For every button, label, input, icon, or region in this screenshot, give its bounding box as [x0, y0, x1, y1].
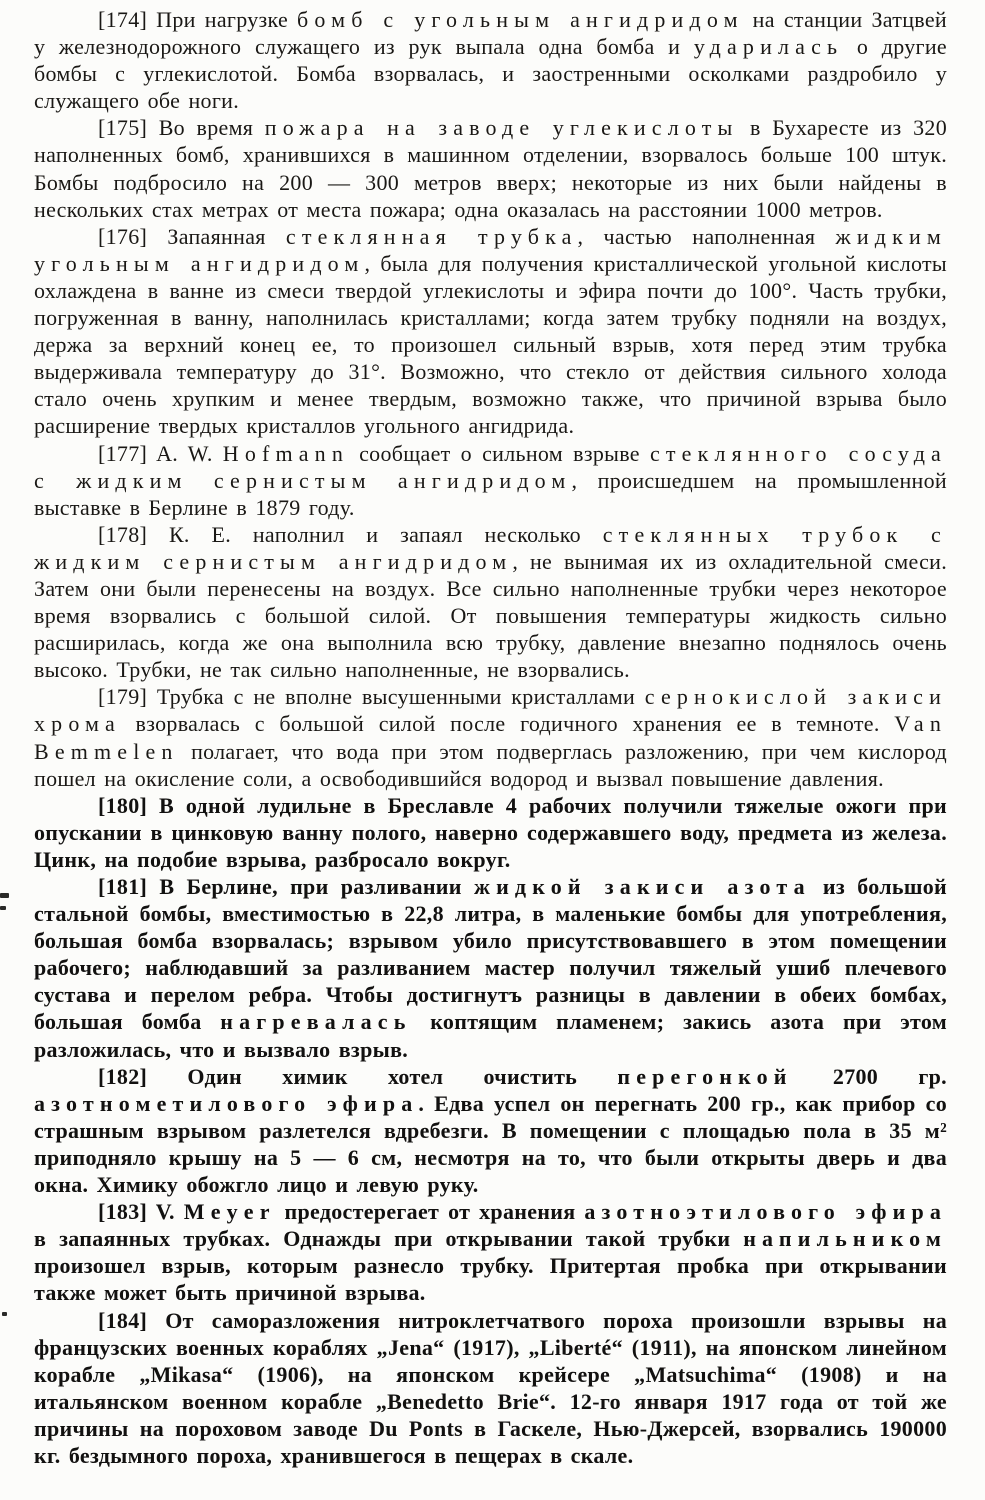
emphasized-text-run: стеклянная трубка — [285, 223, 578, 249]
emphasized-text-run: стеклянного сосуда с жидким сернистым ангидридом — [34, 440, 947, 493]
text-run: При нагрузке — [156, 7, 298, 32]
text-run: , не вынимая их из охладительной смеси. Затем они были перенесены на воздух. Все сильно наполненные трубки через некоторое время взорвались с большой силой. От повышения температуры жидкость сильно расширилась, когда же она выполнила всю трубку, давление внезапно поднялось очень высоко. Трубки, не так сильно наполненные, не взорвались. — [34, 548, 948, 683]
text-run: , происшедшем на промышленной выставке в Берлине в 1879 году. — [34, 467, 947, 520]
paragraph-number: [180] — [98, 792, 148, 818]
text-run: В Берлине, при разливании — [159, 874, 474, 899]
text-run: на станции Затцвей у железнодорожного служащего из рук выпала одна бомба и — [34, 7, 947, 60]
emphasized-text-run: жидкой закиси азота — [473, 874, 811, 899]
text-run: К. Е. наполнил и запаял несколько — [168, 521, 603, 547]
emphasized-text-run: жидким угольным ангидридом — [34, 223, 947, 276]
paragraph-183 — [34, 1198, 947, 1306]
text-run: из большой стальной бомбы, вместимостью в 22,8 литра, в маленькие бомбы для употребления, большая бомба взорвалась; взрывом убило присутствовавшего в этом помещении рабочего; наблюдавший за разливанием мастер получил тяжелый ушиб плечевого сустава и перелом ребра. Чтобы достигнутъ разницы в давлении в обеих бомбах, большая бомба — [34, 874, 947, 1035]
paragraph-180 — [34, 792, 947, 873]
text-run: , была для получения кристаллической угольной кислоты охлаждена в ванне из смеси твердой углекислоты и эфира почти до 100°. Часть трубки, погруженная в ванну, наполнилась кристаллами; когда затем трубку подняли на воздух, держа за верхний конец ее, то произошел сильный взрыв, хотя перед этим трубка выдерживала температуру до 31°. Возможно, что стекло от действия сильного холода стало очень хрупким и менее твердым, возможно также, что причиной взрыва было расширение твердых кристаллов угольного ангидрида. — [34, 250, 947, 439]
paragraph-178 — [34, 521, 947, 684]
text-run: сообщает о сильном взрыве — [348, 440, 650, 466]
text-run: предостерегает от хранения — [275, 1199, 585, 1225]
emphasized-text-run: азотнометилового эфира — [34, 1090, 419, 1116]
text-run: произошел взрыв, которым разнесло трубку. Притертая пробка при открывании также может быть причиной взрыва. — [34, 1253, 947, 1306]
paragraph-number: [182] — [98, 1063, 148, 1089]
emphasized-text-run: Van Bemmelen — [34, 711, 947, 764]
text-run: . Едва успел он перегнать 200 гр., как прибор со страшным взрывом разлетелся вдребезги. В помещении с площадью пола в 35 м² приподняло крышу на 5 — 6 см, несмотря на то, что были открыты дверь и два окна. Химику обожгло лицо и левую руку. — [34, 1090, 948, 1198]
paragraph-177 — [34, 440, 947, 521]
emphasized-text-run: азотноэтилового эфира — [584, 1199, 947, 1225]
emphasized-text-run: Hofmann — [222, 440, 349, 466]
emphasized-text-run: сернокислой закиси хрома — [34, 684, 948, 737]
emphasized-text-run: перегонкой — [617, 1063, 793, 1089]
paragraph-number: [179] — [98, 684, 148, 710]
paragraph-number: [178] — [98, 521, 148, 547]
text-run: Трубка с не вполне высушенными кристаллами — [156, 684, 645, 710]
scan-speck — [2, 1312, 7, 1316]
emphasized-text-run: Meyer — [183, 1199, 276, 1225]
paragraph-176 — [34, 223, 947, 440]
paragraph-number: [181] — [98, 874, 148, 899]
paragraph-182 — [34, 1063, 947, 1198]
emphasized-text-run: ударилась — [693, 34, 844, 60]
scan-speck — [0, 893, 9, 898]
text-run: о другие бомбы с углекислотой. Бомба взорвалась, и заостренными осколками раздробило у служащего обе ноги. — [34, 34, 947, 114]
text-run: Один химик хотел очистить — [187, 1063, 618, 1089]
paragraph-175 — [34, 114, 947, 222]
emphasized-text-run: пожара на заводе углекислоты — [264, 115, 739, 141]
paragraph-184 — [34, 1307, 947, 1470]
paragraph-179 — [34, 683, 947, 791]
text-run: Во время — [158, 115, 265, 141]
paragraph-number: [183] — [98, 1199, 148, 1225]
text-run: в Бухаресте из 320 наполненных бомб, хранившихся в машинном отделении, взорвалось больше 100 штук. Бомбы подбросило на 200 — 300 метров вверх; некоторые из них были найдены в нескольких стах метрах от места пожара; одна оказалась на расстоянии 1000 метров. — [34, 115, 947, 222]
text-run: , частью наполненная — [577, 223, 836, 249]
emphasized-text-run: бомб с угольным ангидридом — [297, 7, 744, 32]
paragraph-181 — [34, 873, 947, 1063]
paragraph-number: [177] — [98, 440, 148, 466]
text-run: в запаянных трубках. Однажды при открывании такой трубки — [34, 1226, 744, 1252]
emphasized-text-run: нагревалась — [220, 1009, 412, 1035]
paragraph-number: [176] — [98, 223, 148, 249]
text-run: A. W. — [156, 440, 223, 466]
text-run: В одной лудильне в Бреславле 4 рабочих получили тяжелые ожоги при опускании в цинковую ванну полого, наверно содержавшего воду, предмета из железа. Цинк, на подобие взрыва, разбросало вокруг. — [34, 792, 947, 872]
text-run: 2700 гр. — [792, 1063, 947, 1089]
emphasized-text-run: стеклянных трубок с жидким сернистым ангидридом — [34, 521, 947, 574]
emphasized-text-run: напильником — [743, 1226, 947, 1252]
text-run: Запаянная — [167, 223, 286, 249]
paragraph-number: [184] — [98, 1307, 148, 1333]
scan-speck — [0, 906, 6, 910]
text-run: V. — [155, 1199, 184, 1225]
text-run: коптящим пламенем; закись азота при этом разложилась, что и вызвало взрыв. — [34, 1009, 947, 1062]
text-run: полагает, что вода при этом подверглась разложению, при чем кислород пошел на окисление соли, а освободившийся водород и вызвал повышение давления. — [34, 738, 947, 791]
paragraph-number: [174] — [98, 7, 148, 32]
paragraph-number: [175] — [98, 115, 148, 141]
text-run: От саморазложения нитроклетчатвого пороха произошли взрывы на французских военных кораблях „Jena“ (1917), „Liberté“ (1911), на японском линейном корабле „Mikasa“ (1906), на японском крейсере „Matsuchima“ (1908) и на итальянском военном корабле „Benedetto Brie“. 12-го января 1917 года от той же причины на пороховом заводе Du Ponts в Гаскеле, Нью-Джерсей, взорвались 190000 кг. бездымного пороха, хранившегося в пещерах в скале. — [34, 1307, 947, 1468]
text-run: взорвалась с большой силой после годичного хранения ее в темноте. — [120, 711, 895, 737]
document-body — [34, 6, 947, 1469]
paragraph-174 — [34, 6, 947, 114]
